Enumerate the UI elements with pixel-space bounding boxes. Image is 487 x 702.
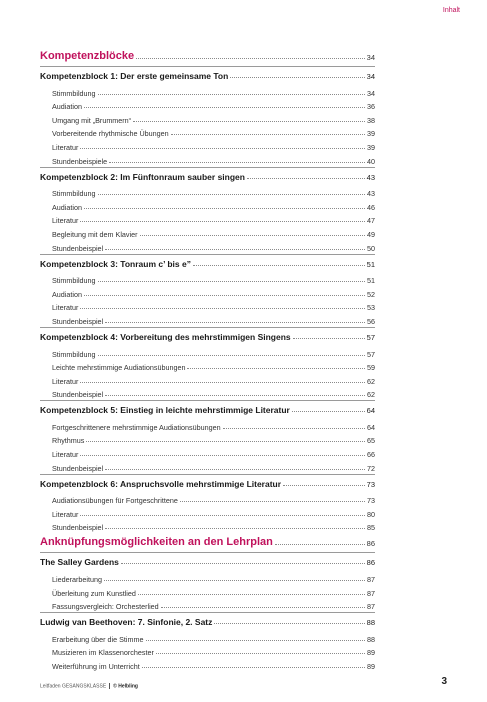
block-heading-label: Kompetenzblock 3: Tonraum c’ bis e” (40, 258, 191, 269)
toc-entry-label: Literatur (52, 376, 79, 386)
toc-entry-label: Liederarbeitung (52, 575, 102, 585)
header-label: Inhalt (442, 7, 460, 14)
dot-leader (105, 528, 365, 529)
toc-entry[interactable] (40, 372, 375, 386)
toc-entry-label: Literatur (52, 142, 79, 152)
toc-entry-label: Stundenbeispiel (52, 316, 104, 326)
toc-entry-page: 88 (367, 634, 375, 644)
toc-entry-page: 64 (367, 422, 375, 432)
toc-entry-label: Audiationsübungen für Fortgeschrittene (52, 496, 178, 506)
dot-leader (247, 178, 365, 179)
toc-entry-label: Stimmbildung (52, 189, 96, 199)
block-heading-label: Kompetenzblock 6: Anspruchsvolle mehrstimmige Literatur (40, 478, 282, 489)
dot-leader (138, 594, 365, 595)
toc-block (40, 552, 375, 611)
toc-entry[interactable] (40, 198, 375, 212)
block-heading[interactable] (40, 557, 375, 567)
dot-leader (98, 194, 365, 195)
toc-entry-page: 34 (367, 88, 375, 98)
dot-leader (171, 134, 365, 135)
dot-leader (98, 281, 365, 282)
toc-entry-page: 50 (367, 243, 375, 253)
dot-leader (105, 395, 365, 396)
dot-leader (109, 162, 365, 163)
block-heading-page: 73 (366, 479, 375, 489)
section-heading[interactable] (40, 50, 375, 62)
toc-entry[interactable] (40, 598, 375, 612)
dot-leader (293, 338, 365, 339)
toc-entry-page: 73 (367, 496, 375, 506)
dot-leader (156, 653, 365, 654)
toc-entry-page: 47 (367, 216, 375, 226)
toc-block (40, 167, 375, 253)
toc-entry-page: 80 (367, 509, 375, 519)
toc-entry-page: 62 (367, 390, 375, 400)
dot-leader (292, 411, 365, 412)
toc-entry-label: Literatur (52, 509, 79, 519)
toc-entry-label: Audiation (52, 102, 82, 112)
toc-section (40, 50, 375, 532)
toc-entry-label: Überleitung zum Kunstlied (52, 588, 136, 598)
dot-leader (80, 308, 365, 309)
dot-leader (84, 107, 365, 108)
dot-leader (80, 455, 365, 456)
dot-leader (142, 667, 365, 668)
toc-entry-page: 62 (367, 376, 375, 386)
toc-entry[interactable] (40, 445, 375, 459)
toc-block (40, 66, 375, 166)
dot-leader (80, 515, 365, 516)
toc-entry-label: Stundenbeispiel (52, 243, 104, 253)
block-heading[interactable] (40, 479, 375, 489)
toc-entry[interactable] (40, 185, 375, 199)
toc-entry-label: Rhythmus (52, 436, 85, 446)
block-heading-page: 88 (366, 618, 375, 628)
toc-entry[interactable] (40, 657, 375, 671)
section-heading[interactable] (40, 536, 375, 548)
toc-entry-page: 65 (367, 436, 375, 446)
footer-copyright: © Helbling (113, 683, 138, 690)
dot-leader (84, 208, 365, 209)
toc-entry-label: Fortgeschrittenere mehrstimmige Audiationsübungen (52, 422, 221, 432)
toc-entry-page: 59 (367, 363, 375, 373)
section-heading-page: 34 (366, 53, 375, 62)
footer-separator (109, 683, 110, 689)
toc-entry-label: Fassungsvergleich: Orchesterlied (52, 602, 159, 612)
toc-section (40, 536, 375, 671)
toc-entry-label: Stimmbildung (52, 276, 96, 286)
toc-entry-page: 49 (367, 229, 375, 239)
toc-entry[interactable] (40, 312, 375, 326)
toc-entry[interactable] (40, 459, 375, 473)
dot-leader (105, 469, 365, 470)
toc-block (40, 254, 375, 326)
dot-leader (187, 368, 365, 369)
toc-entry[interactable] (40, 299, 375, 313)
toc-entry-page: 43 (367, 189, 375, 199)
dot-leader (193, 265, 365, 266)
dot-leader (98, 355, 365, 356)
block-heading-page: 57 (366, 332, 375, 342)
toc-entry-page: 39 (367, 129, 375, 139)
toc-entry[interactable] (40, 584, 375, 598)
block-heading-page: 34 (366, 72, 375, 81)
dot-leader (104, 580, 365, 581)
toc-entry-label: Stundenbeispiel (52, 390, 104, 400)
toc-entry[interactable] (40, 644, 375, 658)
dot-leader (223, 428, 365, 429)
block-heading-label: Kompetenzblock 4: Vorbereitung des mehrstimmigen Singens (40, 331, 291, 342)
page-number: 3 (441, 676, 447, 687)
toc-entry-label: Audiation (52, 202, 82, 212)
toc-entry[interactable] (40, 345, 375, 359)
toc-entry[interactable] (40, 84, 375, 98)
table-of-contents (40, 50, 375, 671)
toc-entry[interactable] (40, 432, 375, 446)
block-heading[interactable] (40, 259, 375, 269)
toc-entry[interactable] (40, 418, 375, 432)
toc-entry-label: Umgang mit „Brummern“ (52, 115, 132, 125)
dot-leader (98, 94, 365, 95)
toc-entry-label: Weiterführung im Unterricht (52, 662, 140, 671)
toc-entry[interactable] (40, 98, 375, 112)
dot-leader (136, 58, 365, 59)
toc-entry-label: Literatur (52, 216, 79, 226)
toc-block (40, 474, 375, 533)
toc-entry-label: Stundenbeispiel (52, 463, 104, 473)
footer-text: Leitfaden GESANGSKLASSE (40, 683, 107, 690)
block-heading[interactable] (40, 405, 375, 415)
toc-entry-page: 89 (367, 662, 375, 671)
toc-entry-label: Leichte mehrstimmige Audiationsübungen (52, 363, 186, 373)
toc-entry-page: 66 (367, 450, 375, 460)
block-heading[interactable] (40, 332, 375, 342)
toc-entry[interactable] (40, 285, 375, 299)
toc-entry-label: Literatur (52, 303, 79, 313)
toc-entry-label: Musizieren im Klassenorchester (52, 648, 154, 658)
toc-entry[interactable] (40, 111, 375, 125)
toc-entry[interactable] (40, 359, 375, 373)
block-heading[interactable] (40, 617, 375, 627)
toc-entry-page: 40 (367, 156, 375, 166)
block-heading-page: 86 (366, 558, 375, 568)
footer (40, 683, 138, 689)
toc-block (40, 612, 375, 671)
toc-entry-label: Begleitung mit dem Klavier (52, 229, 138, 239)
toc-entry[interactable] (40, 125, 375, 139)
toc-entry-page: 56 (367, 316, 375, 326)
dot-leader (180, 501, 365, 502)
block-heading-page: 64 (366, 406, 375, 416)
block-heading-label: Kompetenzblock 2: Im Fünftonraum sauber singen (40, 171, 245, 182)
dot-leader (161, 607, 365, 608)
toc-entry-label: Audiation (52, 289, 82, 299)
dot-leader (133, 121, 365, 122)
dot-leader (214, 623, 364, 624)
toc-entry-page: 39 (367, 142, 375, 152)
toc-entry[interactable] (40, 138, 375, 152)
section-heading-label: Anknüpfungsmöglichkeiten an den Lehrplan (40, 536, 273, 549)
toc-entry[interactable] (40, 386, 375, 400)
dot-leader (230, 77, 364, 78)
dot-leader (105, 249, 365, 250)
toc-entry[interactable] (40, 505, 375, 519)
toc-entry-label: Erarbeitung über die Stimme (52, 634, 144, 644)
toc-block (40, 400, 375, 472)
toc-entry-page: 89 (367, 648, 375, 658)
toc-entry-label: Stimmbildung (52, 349, 96, 359)
dot-leader (86, 441, 365, 442)
toc-entry-page: 57 (367, 349, 375, 359)
toc-entry-label: Literatur (52, 450, 79, 460)
toc-entry-page: 85 (367, 523, 375, 533)
section-heading-page: 86 (366, 539, 375, 549)
toc-entry-page: 72 (367, 463, 375, 473)
toc-entry-page: 87 (367, 575, 375, 585)
section-heading-label: Kompetenzblöcke (40, 50, 135, 62)
dot-leader (80, 148, 365, 149)
toc-entry-label: Stundenbeispiele (52, 156, 108, 166)
dot-leader (140, 235, 366, 236)
toc-entry-page: 87 (367, 588, 375, 598)
toc-entry[interactable] (40, 519, 375, 533)
dot-leader (105, 322, 365, 323)
toc-entry-label: Vorbereitende rhythmische Übungen (52, 129, 169, 139)
block-heading-label: Ludwig van Beethoven: 7. Sinfonie, 2. Satz (40, 617, 213, 628)
block-heading-page: 43 (366, 172, 375, 182)
block-heading-label: Kompetenzblock 5: Einstieg in leichte mehrstimmige Literatur (40, 405, 290, 416)
dot-leader (121, 563, 365, 564)
toc-entry[interactable] (40, 225, 375, 239)
block-heading[interactable] (40, 71, 375, 81)
toc-entry[interactable] (40, 212, 375, 226)
dot-leader (275, 544, 365, 545)
dot-leader (80, 382, 365, 383)
toc-entry[interactable] (40, 239, 375, 253)
dot-leader (283, 485, 365, 486)
toc-entry[interactable] (40, 570, 375, 584)
toc-entry-page: 51 (367, 276, 375, 286)
toc-entry-page: 46 (367, 202, 375, 212)
toc-entry[interactable] (40, 272, 375, 286)
toc-entry-page: 53 (367, 303, 375, 313)
block-heading-label: The Salley Gardens (40, 557, 119, 568)
toc-entry-label: Stimmbildung (52, 88, 96, 98)
dot-leader (146, 640, 366, 641)
dot-leader (84, 295, 365, 296)
toc-entry[interactable] (40, 152, 375, 166)
toc-entry[interactable] (40, 492, 375, 506)
toc-entry-page: 52 (367, 289, 375, 299)
toc-entry-label: Stundenbeispiel (52, 523, 104, 533)
toc-entry[interactable] (40, 630, 375, 644)
toc-entry-page: 36 (367, 102, 375, 112)
block-heading[interactable] (40, 172, 375, 182)
block-heading-page: 51 (366, 259, 375, 269)
toc-block (40, 327, 375, 399)
block-heading-label: Kompetenzblock 1: Der erste gemeinsame Ton (40, 71, 229, 81)
toc-entry-page: 38 (367, 115, 375, 125)
dot-leader (80, 221, 365, 222)
toc-entry-page: 87 (367, 602, 375, 612)
